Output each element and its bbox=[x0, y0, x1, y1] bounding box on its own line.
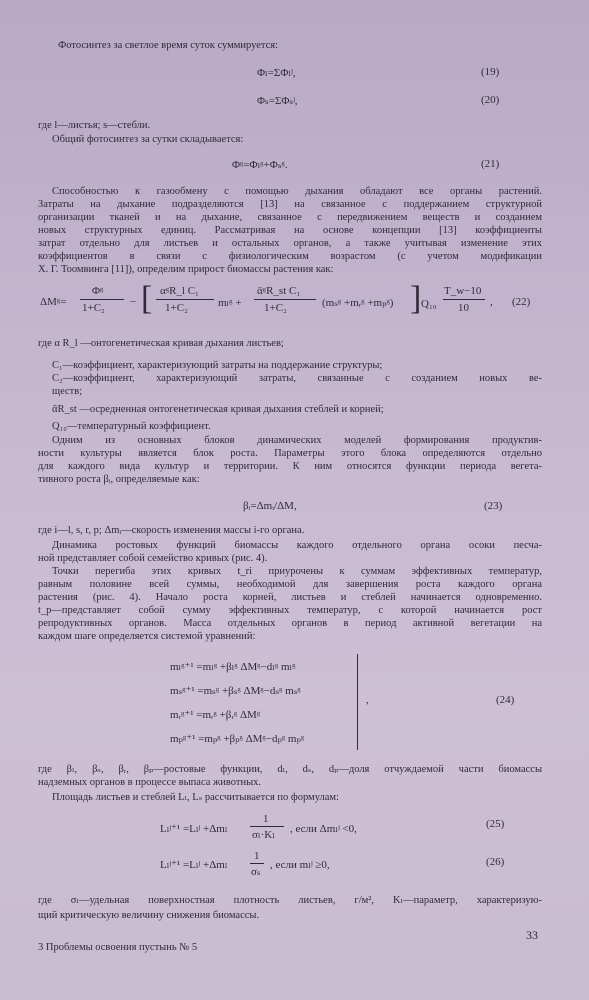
eq26-denominator: σₛ bbox=[251, 866, 261, 878]
text-line: где βₗ, βₛ, βᵣ, βₚ—ростовые функции, dₗ, dₛ, dₚ—доля отчуждаемой части биомассы bbox=[38, 764, 542, 775]
footer-journal: 3 Проблемы освоения пустынь № 5 bbox=[38, 942, 198, 953]
text-line: t_p—представляет собой сумму эффективных температур, с которой начинается рост bbox=[38, 605, 542, 616]
eq22-denominator: 1+C₂ bbox=[264, 302, 287, 314]
eq22-minus: − bbox=[130, 296, 137, 308]
text-line: Площадь листьев и стеблей Lₗ, Lₛ рассчитывается по формулам: bbox=[52, 792, 339, 803]
text-line: где i—l, s, r, p; Δmᵢ—скорость изменения массы i-го органа. bbox=[38, 525, 305, 536]
fraction-line bbox=[250, 863, 264, 864]
text-line: Х. Г. Тоомвинга [11]), определим прирост биомассы растения как: bbox=[38, 264, 334, 275]
text-line: C₁—коэффициент, характеризующий затраты на поддержание структуры; bbox=[52, 360, 383, 371]
text-line: равным половине всей суммы, необходимой для завершения роста каждого органа bbox=[38, 579, 542, 590]
text-line: C₂—коэффициент, характеризующий затраты, связанные с созданием новых ве- bbox=[52, 373, 542, 384]
eq25-condition: , если Δmₗʲ <0, bbox=[290, 823, 357, 835]
text-line: ной представляет собой семейство кривых (рис. 4). bbox=[38, 553, 268, 564]
text-line: ности культуры является блок роста. Параметры этого блока определяются отдельно bbox=[38, 448, 542, 459]
text-line: где σₗ—удельная поверхностная плотность листьев, г/м², Kₗ—параметр, характеризую- bbox=[38, 895, 542, 906]
text-line: ществ; bbox=[52, 386, 83, 397]
eq22-numerator: αᵍR_l C₁ bbox=[160, 285, 199, 297]
text-line: ᾱR_st —осредненная онтогенетическая кривая дыхания стеблей и корней; bbox=[52, 404, 384, 415]
fraction-line bbox=[156, 299, 214, 300]
equation-24-row: mₗᵍ⁺¹ =mₗᵍ +βₗᵍ ΔMᵍ−dₗᵍ mₗᵍ bbox=[170, 661, 296, 673]
equation-24-row: mᵣᵍ⁺¹ =mᵣᵍ +βᵣᵍ ΔMᵍ bbox=[170, 709, 261, 721]
equation-19: Φₗ=ΣΦₗʲ, bbox=[257, 67, 296, 79]
text-line: тивного роста βᵢ, определяемые как: bbox=[38, 474, 200, 485]
right-bracket: ] bbox=[410, 280, 422, 317]
eq25-denominator: σₗ·Kₗ bbox=[252, 829, 275, 841]
text-line: где α R_l —онтогенетическая кривая дыхания листьев; bbox=[38, 338, 284, 349]
equation-number: (19) bbox=[481, 66, 500, 78]
equation-20: Φₛ=ΣΦₛʲ, bbox=[257, 95, 298, 107]
equation-number: (24) bbox=[496, 694, 515, 706]
equation-number: (25) bbox=[486, 818, 505, 830]
equation-23: βᵢ=Δmᵢ/ΔM, bbox=[243, 500, 297, 512]
equation-number: (20) bbox=[481, 94, 500, 106]
eq22-numerator: ᾱᵍR_st C₁ bbox=[257, 285, 301, 297]
eq22-comma: , bbox=[490, 296, 493, 308]
equation-number: (23) bbox=[484, 500, 503, 512]
text-line: Q₁₀—температурный коэффициент. bbox=[52, 421, 211, 432]
page-number: 33 bbox=[526, 928, 538, 942]
equation-number: (22) bbox=[512, 296, 531, 308]
text-line: Одним из основных блоков динамических моделей формирования продуктив- bbox=[52, 435, 542, 446]
text-line: надземных органов в процессе выпаса животных. bbox=[38, 777, 262, 788]
eq22-term: mₗᵍ + bbox=[218, 297, 242, 309]
equation-24-row: mₛᵍ⁺¹ =mₛᵍ +βₛᵍ ΔMᵍ−dₛᵍ mₛᵍ bbox=[170, 685, 301, 697]
text-line: каждом шаге определяется системой уравнений: bbox=[38, 631, 256, 642]
fraction-line bbox=[443, 299, 485, 300]
eq25-numerator: 1 bbox=[263, 813, 269, 825]
eq22-denominator: 1+C₂ bbox=[165, 302, 188, 314]
text-line: Точки перегиба этих кривых t_ri приурочены к суммам эффективных температур, bbox=[52, 566, 542, 577]
equation-24-row: mₚᵍ⁺¹ =mₚᵍ +βₚᵍ ΔMᵍ−dₚᵍ mₚᵍ bbox=[170, 733, 305, 745]
text-line: организации тканей и на дыхание, связанное с передвижением веществ и созданием bbox=[38, 212, 542, 223]
left-bracket: [ bbox=[141, 280, 153, 317]
text-line: Динамика ростовых функций биомассы каждого отдельного органа осоки песча- bbox=[52, 540, 542, 551]
equation-number: (26) bbox=[486, 856, 505, 868]
equation-number: (21) bbox=[481, 158, 500, 170]
text-line: новых структурных единиц. Рассматривая на основе концепции [13] коэффициенты bbox=[38, 225, 542, 236]
text-line: коэффициентов в связи с физиологическим возрастом (с учетом модификации bbox=[38, 251, 542, 262]
text-line: Затраты на дыхание подразделяются [13] на связанное с поддержанием структурной bbox=[38, 199, 542, 210]
equation-26-lhs: Lₗʲ⁺¹ =Lₗʲ +Δmₗ bbox=[160, 859, 228, 871]
equation-25-lhs: Lₗʲ⁺¹ =Lₗʲ +Δmₗ bbox=[160, 823, 228, 835]
eq22-denominator: 1+C₂ bbox=[82, 302, 105, 314]
text-line: Фотосинтез за светлое время суток суммируется: bbox=[58, 40, 279, 51]
text-line: для каждого вида культур и территории. К ним относятся функции периода вегета- bbox=[38, 461, 542, 472]
text-line: щий критическую величину снижения биомассы. bbox=[38, 910, 260, 921]
eq22-numerator: Φᵍ bbox=[92, 285, 104, 297]
eq22-numerator: T_w−10 bbox=[444, 285, 482, 297]
eq22-term: (mₛᵍ +mᵣᵍ +mₚᵍ) bbox=[322, 297, 394, 309]
eq22-q10: Q₁₀ bbox=[421, 298, 437, 310]
eq26-condition: , если mₗʲ ≥0, bbox=[270, 859, 330, 871]
fraction-line bbox=[80, 299, 124, 300]
text-line: Общий фотосинтез за сутки складывается: bbox=[52, 134, 244, 145]
text-line: растения (рис. 4). Начало роста корней, листьев и стеблей начинается одновременно. bbox=[38, 592, 542, 603]
system-brace bbox=[355, 654, 358, 750]
text-line: Способностью к газообмену с помощью дыхания обладают все органы растений. bbox=[52, 186, 542, 197]
text-line: затрат отдельно для листьев и остальных органов, а также учитывая изменение этих bbox=[38, 238, 542, 249]
eq24-comma: , bbox=[366, 694, 369, 706]
fraction-line bbox=[250, 826, 284, 827]
equation-22-lhs: ΔMᵍ= bbox=[40, 296, 67, 308]
eq26-numerator: 1 bbox=[254, 850, 260, 862]
eq22-denominator: 10 bbox=[458, 302, 469, 314]
text-line: где l—листья; s—стебли. bbox=[38, 120, 151, 131]
equation-21: Φᵍ=Φₗᵍ+Φₛᵍ. bbox=[232, 159, 288, 171]
fraction-line bbox=[254, 299, 316, 300]
text-line: репродуктивных органов. Масса отдельных органов в период активной вегетации на bbox=[38, 618, 542, 629]
